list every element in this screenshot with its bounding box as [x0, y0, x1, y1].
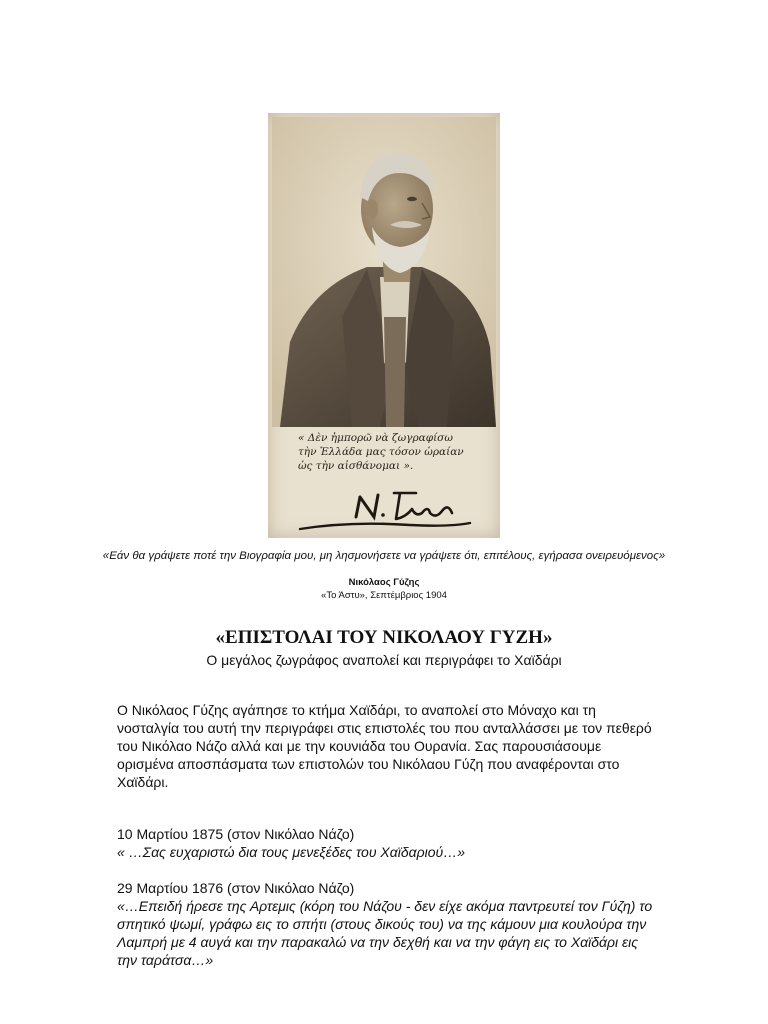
page-title: «ΕΠΙΣΤΟΛΑΙ ΤΟΥ ΝΙΚΟΛΑΟΥ ΓΥΖΗ» — [215, 627, 553, 648]
intro-paragraph: Ο Νικόλαος Γύζης αγάπησε το κτήμα Χαϊδάρι, το αναπολεί στο Μόναχο και τη νοσταλγία του αυτή την περιγράφει στις επιστολές του που ανταλλάσσει με τον πεθερό του Νικόλαο Νάζο αλλά και με την κουνιάδα του Ουρανία. Σας παρουσιάσουμε ορισμένα αποσπάσματα των επιστολών του Νικόλαου Γύζη που αναφέρονται στο Χαϊδάρι. — [117, 702, 652, 790]
page-subtitle: Ο μεγάλος ζωγράφος αναπολεί και περιγράφει το Χαϊδάρι — [206, 652, 562, 668]
portrait-photo-card — [268, 113, 500, 538]
signature-image — [290, 483, 480, 535]
photo-quote: « Δὲν ἠμπορῶ νὰ ζωγραφίσω τὴν Ἑλλάδα μας τόσον ὡραίαν ὡς τὴν αἰσθάνομαι ». — [298, 432, 464, 472]
portrait-photo — [272, 117, 496, 427]
letter-entry — [117, 825, 657, 861]
caption-quote: «Εάν θα γράψετε ποτέ την Βιογραφία μου, μη λησμονήσετε να γράψετε ότι, επιτέλους, εγήρασα ονειρευόμενος» — [102, 550, 666, 562]
caption-author: Νικόλαος Γύζης — [348, 577, 420, 588]
caption-source: «Το Άστυ», Σεπτέμβριος 1904 — [321, 590, 447, 601]
letter-excerpt: « …Σας ευχαριστώ δια τους μενεξέδες του Χαϊδαριού…» — [117, 844, 466, 860]
letter-entry — [117, 879, 657, 969]
letter-date: 10 Μαρτίου 1875 (στον Νικόλαο Νάζο) — [117, 826, 355, 842]
letter-date: 29 Μαρτίου 1876 (στον Νικόλαο Νάζο) — [117, 880, 355, 896]
letter-excerpt: «…Επειδή ήρεσε της Αρτεμις (κόρη του Νάζου - δεν είχε ακόμα παντρευτεί τον Γύζη) το σπητικό ψωμί, γράφω εις το σπήτι (στους δικούς του) να της κάμουν μια κουλούρα την Λαμπρή με 4 αυγά και την παρακαλώ να την δεχθή και να την φάγη εις το Χαϊδάρι εις την ταράτσα…» — [117, 898, 653, 968]
